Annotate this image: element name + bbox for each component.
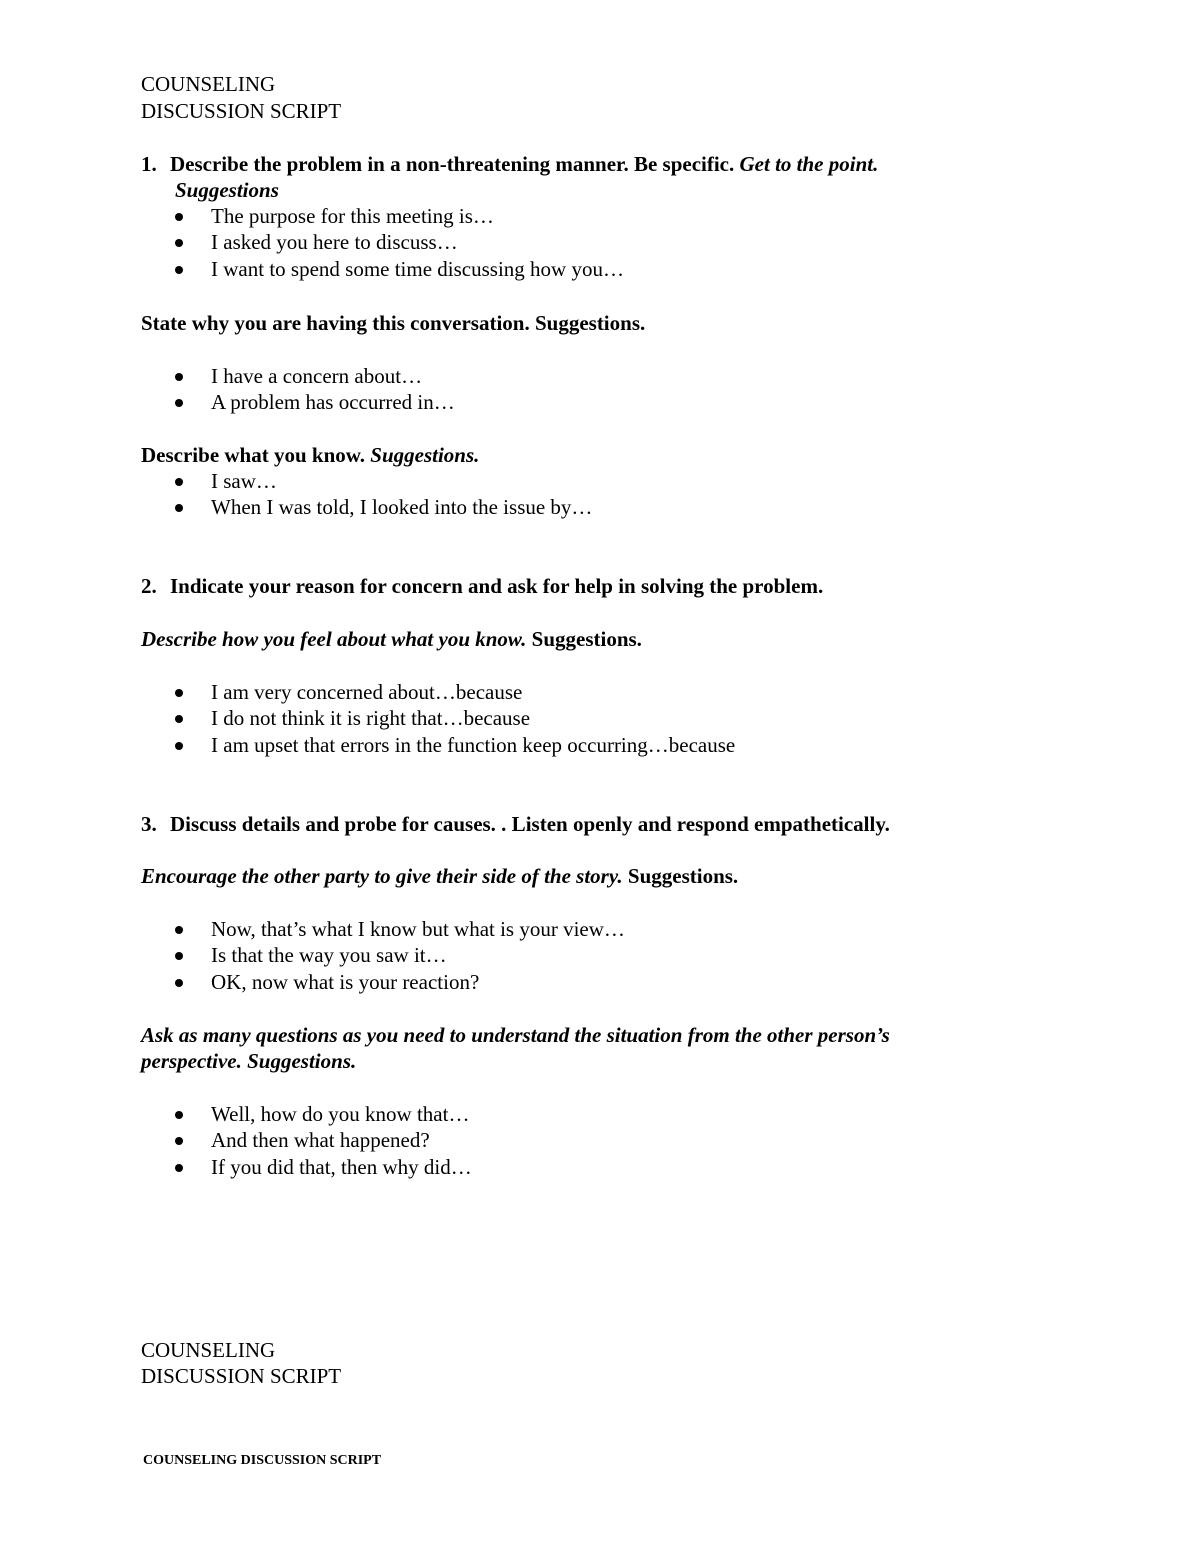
page-footer: COUNSELING DISCUSSION SCRIPT xyxy=(143,1453,382,1468)
document-title-line2: DISCUSSION SCRIPT xyxy=(141,99,342,123)
list-item: I am very concerned about…because xyxy=(175,679,735,705)
section-1-heading-emphasis: Get to the point. xyxy=(739,152,879,176)
list-item: The purpose for this meeting is… xyxy=(175,203,624,229)
bullet-icon xyxy=(175,979,183,987)
list-item: I want to spend some time discussing how you… xyxy=(175,256,624,282)
list-item: I do not think it is right that…because xyxy=(175,705,735,731)
bullet-icon xyxy=(175,213,183,221)
section-3-number: 3. xyxy=(141,812,157,836)
bullet-icon xyxy=(175,689,183,697)
bullet-icon xyxy=(175,1137,183,1145)
list-item: I asked you here to discuss… xyxy=(175,229,624,255)
bullet-icon xyxy=(175,373,183,381)
bullet-icon xyxy=(175,266,183,274)
repeat-title-line2: DISCUSSION SCRIPT xyxy=(141,1364,342,1388)
ask-questions-heading-line1: Ask as many questions as you need to understand the situation from the other person’s xyxy=(141,1023,890,1047)
ask-questions-list xyxy=(175,1101,472,1180)
bullet-icon xyxy=(175,742,183,750)
section-2-heading: 2. Indicate your reason for concern and ask for help in solving the problem. xyxy=(141,574,824,598)
list-item: When I was told, I looked into the issue by… xyxy=(175,494,592,520)
list-item: A problem has occurred in… xyxy=(175,389,455,415)
document-title-line1: COUNSELING xyxy=(141,72,276,96)
encourage-heading: Encourage the other party to give their side of the story. Suggestions. xyxy=(141,864,739,888)
bullet-icon xyxy=(175,1111,183,1119)
state-why-heading: State why you are having this conversation. Suggestions. xyxy=(141,311,646,335)
list-item: I am upset that errors in the function keep occurring…because xyxy=(175,732,735,758)
list-item: I have a concern about… xyxy=(175,363,455,389)
describe-what-list xyxy=(175,468,592,521)
section-2-number: 2. xyxy=(141,574,157,598)
list-item: Is that the way you saw it… xyxy=(175,942,625,968)
section-1-number: 1. xyxy=(141,152,157,176)
bullet-icon xyxy=(175,715,183,723)
section-1-heading-text: Describe the problem in a non-threatening manner. Be specific. xyxy=(170,152,740,176)
list-item: I saw… xyxy=(175,468,592,494)
section-3-heading: 3. Discuss details and probe for causes. . Listen openly and respond empathetically. xyxy=(141,812,890,836)
list-item: Now, that’s what I know but what is your view… xyxy=(175,916,625,942)
describe-what-heading: Describe what you know. Suggestions. xyxy=(141,443,480,467)
bullet-icon xyxy=(175,478,183,486)
ask-questions-heading-line2: perspective. Suggestions. xyxy=(141,1049,357,1073)
list-item: Well, how do you know that… xyxy=(175,1101,472,1127)
list-item: OK, now what is your reaction? xyxy=(175,969,625,995)
bullet-icon xyxy=(175,239,183,247)
bullet-icon xyxy=(175,1164,183,1172)
list-item: If you did that, then why did… xyxy=(175,1154,472,1180)
state-why-list xyxy=(175,363,455,416)
bullet-icon xyxy=(175,926,183,934)
repeat-title-line1: COUNSELING xyxy=(141,1338,276,1362)
bullet-icon xyxy=(175,399,183,407)
section-1-heading xyxy=(141,151,878,177)
list-item: And then what happened? xyxy=(175,1127,472,1153)
section-1-suggestions-label: Suggestions xyxy=(175,178,279,202)
encourage-list xyxy=(175,916,625,995)
section-2-suggestion-list xyxy=(175,679,735,758)
bullet-icon xyxy=(175,504,183,512)
bullet-icon xyxy=(175,952,183,960)
section-2-subheading: Describe how you feel about what you know. Suggestions. xyxy=(141,627,642,651)
section-1-suggestion-list xyxy=(175,203,624,282)
